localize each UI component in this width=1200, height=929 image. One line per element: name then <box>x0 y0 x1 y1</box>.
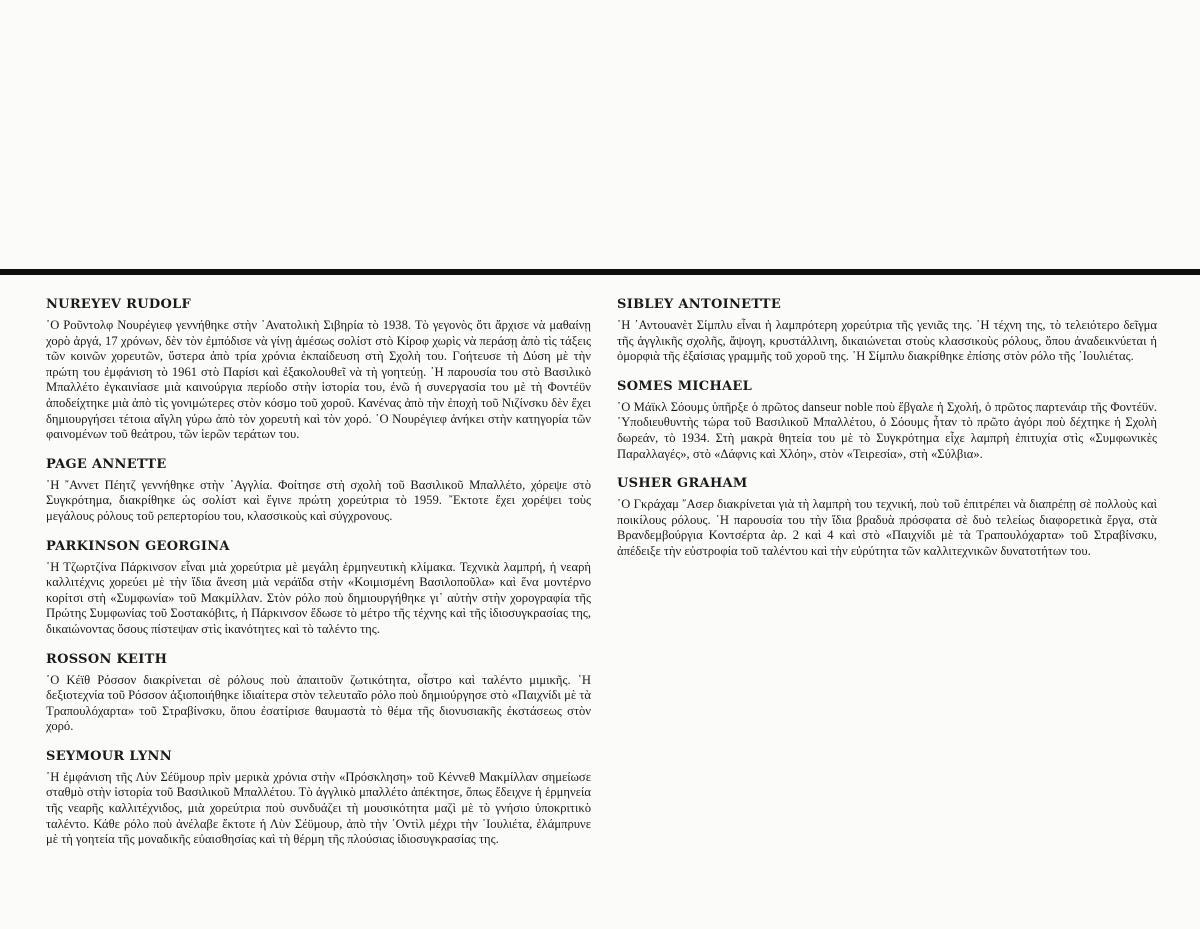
dancer-bio: ῾Η ᾿Αντουανὲτ Σίμπλυ εἶναι ἡ λαμπρότερη χορεύτρια τῆς γενιᾶς της. ῾Η τέχνη της, τὸ τελειότερο δεῖγμα τῆς ἀγγλικῆς σχολῆς, ἄψογη, κρυστάλλινη, δικαιώνεται στοὺς κλασσικοὺς ρόλους, ὅπου ἀναδεικνύεται ἡ ὀμορφιὰ τῆς ἐξαίσιας γραμμῆς τοῦ χοροῦ της. ῾Η Σίμπλυ διακρίθηκε ἐπίσης στὸν ρόλο τῆς ᾿Ιουλιέτας. <box>617 318 1157 364</box>
dancer-name: SOMES MICHAEL <box>617 378 753 394</box>
dancer-name: USHER GRAHAM <box>617 476 748 492</box>
dancer-bio: ῾Ο Γκράχαμ ῎Ασερ διακρίνεται γιὰ τὴ λαμπρὴ του τεχνική, ποὺ τοῦ ἐπιτρέπει νὰ διαπρέπῃ σὲ πολλοὺς καὶ ποικίλους ρόλους. ῾Η παρουσία του τὴν ἴδια βραδυὰ πρόσφατα σὲ δυὸ τελείως διαφορετικὰ ἔργα, στὰ Βρανδεμβούργια Κοντσέρτα ἀρ. 2 καὶ 4 καὶ στὸ «Παιχνίδι μὲ τὰ Τραπουλόχαρτα» τοῦ Στραβίνσκυ, ἀπέδειξε τὴν εὐστροφία τοῦ ταλέντου καὶ τὴν εὐρύτητα τῶν καλλιτεχνικῶν δυνατοτήτων του. <box>617 497 1157 558</box>
bio-entry-page <box>46 457 591 525</box>
right-column <box>617 297 1157 574</box>
bio-entry-parkinson <box>46 539 591 638</box>
dancer-name: SIBLEY ANTOINETTE <box>617 297 782 312</box>
dancer-name: ROSSON KEITH <box>46 651 168 667</box>
bio-entry-sibley <box>617 297 1157 365</box>
dancer-bio: ῾Ο Ροῦντολφ Νουρέγιεφ γεννήθηκε στὴν ᾿Ανατολικὴ Σιβηρία τὸ 1938. Τὸ γεγονὸς ὅτι ἄρχισε νὰ μαθαίνῃ χορὸ ἀργά, 17 χρόνων, δὲν τὸν ἐμπόδισε νὰ γίνῃ ἀμέσως σολίστ στὸ Κίροφ χωρὶς νὰ περάσῃ ἀπὸ τὶς τάξεις τῶν κοινῶν χορευτῶν, ὕστερα ἀπὸ τρία χρόνια ἐκπαίδευση στὴ Σχολὴ του. Γοήτευσε τὴ Δύση μὲ τὴν πρώτη του ἐμφάνιση τὸ 1961 στὸ Παρίσι καὶ ἐξακολουθεῖ νὰ τὴ γοητεύῃ. ῾Η παρουσία του στὸ Βασιλικὸ Μπαλλέτο ἐγκαινίασε μιὰ καινούργια περίοδο στὴν ἱστορία του, ἐνῶ ἡ συνεργασία του μὲ τὴ Φοντέϋν ἀποδείχτηκε μιὰ ἀπὸ τὶς γονιμώτερες στὸν κόσμο τοῦ χοροῦ. Κανένας ἀπὸ τὴν ἐποχὴ τοῦ Νιζίνσκυ δὲν ἔχει δημιουργήσει τέτοια αἴγλη γύρω ἀπὸ τὸν χορευτὴ καὶ τὸν χορό. ῾Ο Νουρέγιεφ ἀνήκει στὴν κατηγορία τῶν φαινομένων τοῦ θεάτρου, τῶν ἱερῶν τεράτων του. <box>46 318 591 442</box>
dancer-bio: ῾Η Τζωρτζίνα Πάρκινσον εἶναι μιὰ χορεύτρια μὲ μεγάλη ἑρμηνευτικὴ κλίμακα. Τεχνικὰ λαμπρή, ἡ νεαρὴ καλλιτέχνις χορεύει μὲ τὴν ἴδια ἄνεση μιὰ νεράϊδα στὴν «Κοιμισμένη Βασιλοποῦλα» καὶ ἕνα μοντέρνο κορίτσι στὴ «Συμφωνία» τοῦ Μακμίλλαν. Στὸν ρόλο ποὺ δημιουργήθηκε γι᾿ αὐτὴν στὴν χορογραφία τῆς Πρώτης Συμφωνίας τοῦ Σοστακόβιτς, ἡ Πάρκινσον ἔδωσε τὸ μέτρο τῆς τέχνης καὶ τῆς ἰδιοσυγκρασίας της, δικαιώνοντας ὅσους πίστεψαν στὶς ἱκανότητες καὶ τὸ ταλέντο της. <box>46 559 591 636</box>
dancer-bio: ῾Ο Κέϊθ Ρόσσον διακρίνεται σὲ ρόλους ποὺ ἀπαιτοῦν ζωτικότητα, οἶστρο καὶ ταλέντο μιμικῆς. ῾Η δεξιοτεχνία τοῦ Ρόσσον ἀξιοποιήθηκε ἰδιαίτερα στὸν τελευταῖο ρόλο ποὺ δημιούργησε στὸ «Παιχνίδι μὲ τὰ Τραπουλόχαρτα» τοῦ Στραβίνσκυ, ὅπου ἐσατίρισε θαυμαστὰ τὸ θέμα τῆς διονυσιακῆς ἐκστάσεως στὸν χορό. <box>46 672 591 734</box>
dancer-name: PAGE ANNETTE <box>46 456 167 472</box>
dancer-bio: ῾Ο Μάϊκλ Σόουμς ὑπῆρξε ὁ πρῶτος danseur noble ποὺ ἔβγαλε ἡ Σχολή, ὁ πρῶτος παρτενάιρ τῆς Φοντέϋν. ῾Υποδιευθυντὴς τώρα τοῦ Βασιλικοῦ Μπαλλέτου, ὁ Σόουμς ἦταν τὸ πρῶτο ἀγόρι ποὺ δέχτηκε ἡ Σχολὴ δωρεάν, τὸ 1934. Στὴ μακρὰ θητεία του μὲ τὸ Συγκρότημα εἶχε λαμπρὴ ἐπιτυχία στὶς «Συμφωνικὲς Παραλλαγές», στὸ «Δάφνις καὶ Χλόη», στὸν «Τειρεσία», στὴ «Σύλβια». <box>617 399 1157 461</box>
bio-entry-nureyev <box>46 297 591 443</box>
bio-entry-somes <box>617 379 1157 462</box>
bio-entry-rosson <box>46 652 591 735</box>
dancer-bio: ῾Η ἐμφάνιση τῆς Λὺν Σέϋμουρ πρὶν μερικὰ χρόνια στὴν «Πρόσκληση» τοῦ Κέννεθ Μακμίλλαν σημείωσε σταθμὸ στὴν ἱστορία τοῦ Βασιλικοῦ Μπαλλέτου. Τὸ ἀγγλικὸ μπαλλέτο ἀπέκτησε, ὅπως ἔδειχνε ἡ ἑρμηνεία τῆς νεαρῆς καλλιτέχνιδος, μιὰ χορεύτρια ποὺ συνδυάζει τὴ μουσικότητα μαζὶ μὲ τὸ γνήσιο ὑποκριτικὸ ταλέντο. Κάθε ρόλο ποὺ ἀνέλαβε ἔκτοτε ἡ Λὺν Σέϋμουρ, ἀπὸ τὴν ᾿Οντὶλ μέχρι τὴν ᾿Ιουλιέτα, ἐλάμπρυνε μὲ τὴ γοητεία τῆς μοναδικῆς εὐαισθησίας καὶ τὴ θέρμη τῆς πλούσιας ἰδιοσυγκρασίας της. <box>46 769 591 847</box>
left-column <box>46 297 591 862</box>
dancer-name: NUREYEV RUDOLF <box>46 297 192 312</box>
bio-entry-usher <box>617 476 1157 559</box>
dancer-name: PARKINSON GEORGINA <box>46 538 230 554</box>
horizontal-rule <box>0 269 1200 275</box>
bio-entry-seymour <box>46 749 591 848</box>
dancer-name: SEYMOUR LYNN <box>46 748 172 764</box>
dancer-bio: ῾Η ῎Αννετ Πέητζ γεννήθηκε στὴν ᾿Αγγλία. Φοίτησε στὴ σχολὴ τοῦ Βασιλικοῦ Μπαλλέτο, χόρεψε στὸ Συγκρότημα, διακρίθηκε ὡς σολίστ καὶ ἔγινε πρώτη χορεύτρια τὸ 1959. ῎Εκτοτε ἔχει χορέψει τοὺς μεγάλους ρόλους τοῦ ρεπερτορίου του, κλασσικοὺς καὶ σύγχρονους. <box>46 477 591 523</box>
